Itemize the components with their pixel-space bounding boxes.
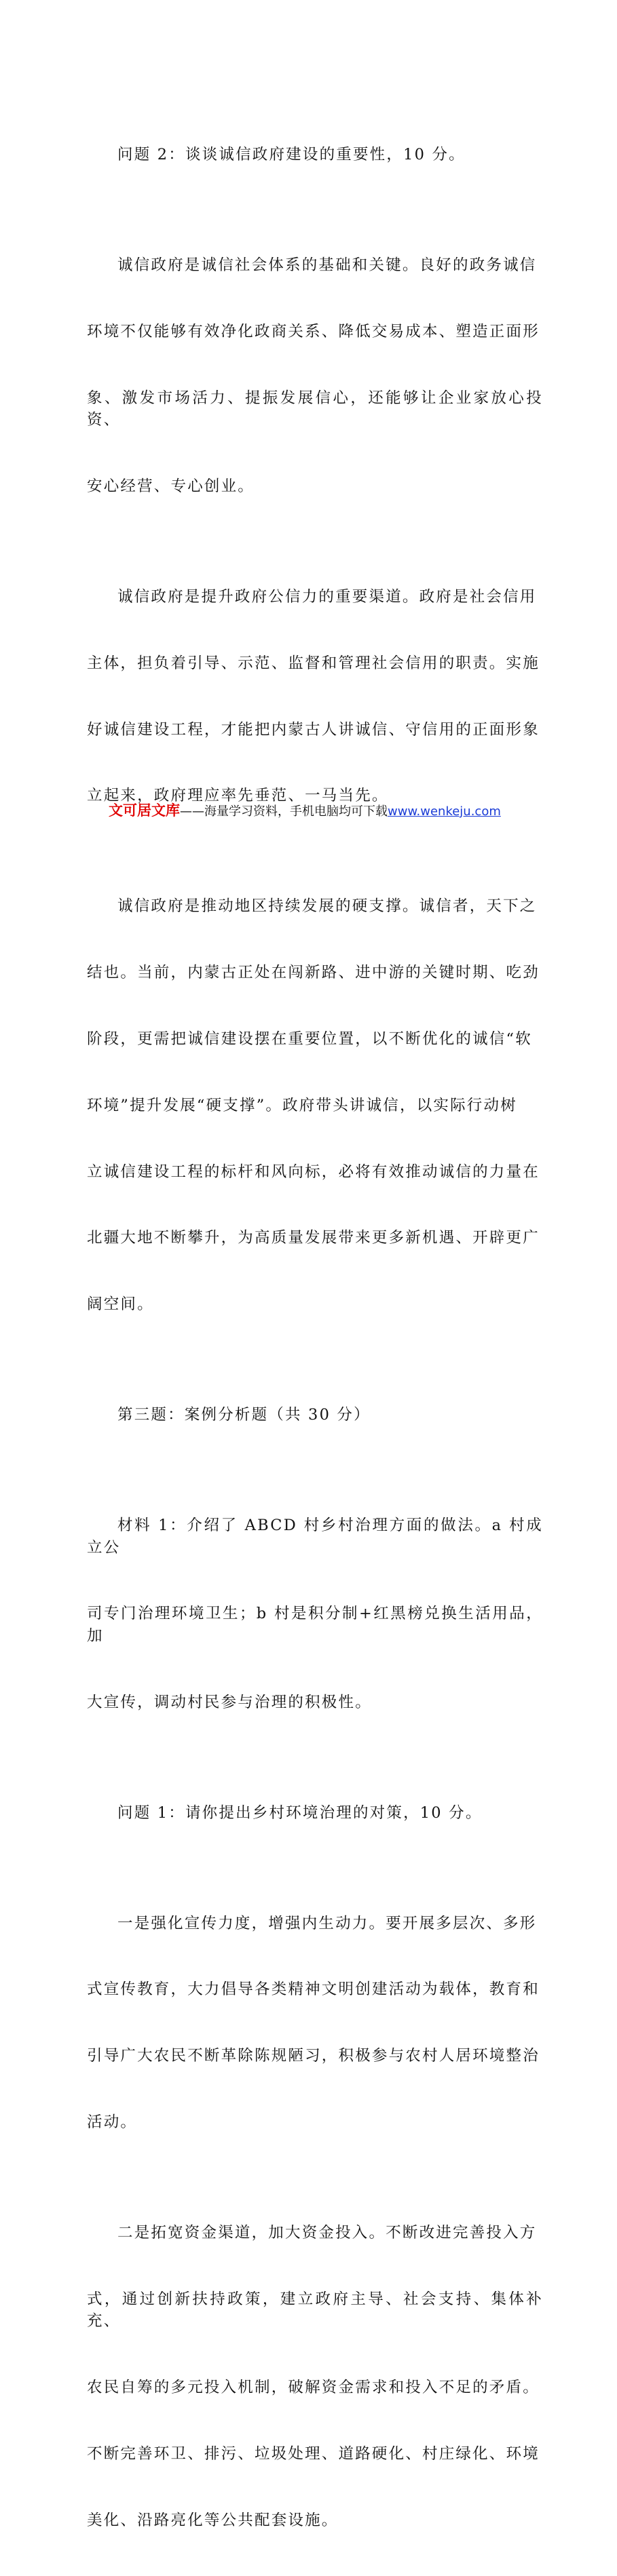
text-line: 立诚信建设工程的标杆和风向标，必将有效推动诚信的力量在	[87, 1163, 540, 1181]
text-line: 主体，担负着引导、示范、监督和管理社会信用的职责。实施	[87, 654, 540, 672]
text-line: 诚信政府是诚信社会体系的基础和关键。良好的政务诚信	[117, 256, 537, 275]
text-line: 问题 2：谈谈诚信政府建设的重要性，10 分。	[117, 146, 466, 164]
text-line: 好诚信建设工程，才能把内蒙古人讲诚信、守信用的正面形象	[87, 720, 540, 739]
text-line: 美化、沿路亮化等公共配套设施。	[87, 2511, 339, 2529]
footer-brand: 文可居文库	[109, 802, 180, 819]
footer-tagline: ——海量学习资料，手机电脑均可下载	[180, 804, 388, 819]
paragraph	[87, 100, 543, 210]
paragraph	[87, 210, 543, 542]
text-line: 阔空间。	[87, 1295, 154, 1314]
text-line: 环境不仅能够有效净化政商关系、降低交易成本、塑造正面形	[87, 322, 540, 340]
text-line: 式宣传教育，大力倡导各类精神文明创建活动为载体，教育和	[87, 1980, 540, 1999]
text-line: 大宣传，调动村民参与治理的积极性。	[87, 1693, 372, 1711]
text-line: 结也。当前，内蒙古正处在闯新路、进中游的关键时期、吃劲	[87, 964, 540, 982]
text-line: 象、激发市场活力、提振发展信心，还能够让企业家放心投资、	[87, 389, 543, 429]
document-body	[87, 100, 543, 2576]
text-line: 诚信政府是提升政府公信力的重要渠道。政府是社会信用	[117, 588, 537, 606]
text-line: 不断完善环卫、排污、垃圾处理、道路硬化、村庄绿化、环境	[87, 2444, 540, 2463]
text-line: 二是拓宽资金渠道，加大资金投入。不断改进完善投入方	[117, 2224, 537, 2242]
text-line: 引导广大农民不断革除陈规陋习，积极参与农村人居环境整治	[87, 2047, 540, 2065]
section-heading	[87, 1360, 543, 1470]
text-line: 农民自筹的多元投入机制，破解资金需求和投入不足的矛盾。	[87, 2379, 540, 2397]
text-line: 一是强化宣传力度，增强内生动力。要开展多层次、多形	[117, 1914, 537, 1932]
text-line: 第三题：案例分析题（共 30 分）	[117, 1406, 371, 1424]
paragraph	[87, 1869, 543, 2178]
text-line: 立起来，政府理应率先垂范、一马当先。	[87, 787, 389, 805]
paragraph	[87, 1470, 543, 1758]
text-line: 安心经营、专心创业。	[87, 477, 255, 496]
text-line: 北疆大地不断攀升，为高质量发展带来更多新机遇、开辟更广	[87, 1229, 540, 1247]
footer-link[interactable]: www.wenkeju.com	[388, 804, 501, 819]
text-line: 阶段，更需把诚信建设摆在重要位置，以不断优化的诚信“软	[87, 1030, 532, 1048]
text-line: 材料 1：介绍了 ABCD 村乡村治理方面的做法。a 村成立公	[87, 1517, 543, 1557]
text-line: 环境”提升发展“硬支撑”。政府带头讲诚信，以实际行动树	[87, 1096, 517, 1114]
paragraph	[87, 1758, 543, 1869]
paragraph	[87, 851, 543, 1360]
text-line: 式，通过创新扶持政策，建立政府主导、社会支持、集体补充、	[87, 2290, 543, 2330]
paragraph	[87, 2178, 543, 2576]
text-line: 问题 1：请你提出乡村环境治理的对策，10 分。	[117, 1803, 483, 1822]
page-footer	[109, 800, 543, 822]
text-line: 诚信政府是推动地区持续发展的硬支撑。诚信者，天下之	[117, 897, 537, 916]
text-line: 司专门治理环境卫生；b 村是积分制+红黑榜兑换生活用品，加	[87, 1605, 543, 1645]
text-line: 活动。	[87, 2113, 138, 2132]
